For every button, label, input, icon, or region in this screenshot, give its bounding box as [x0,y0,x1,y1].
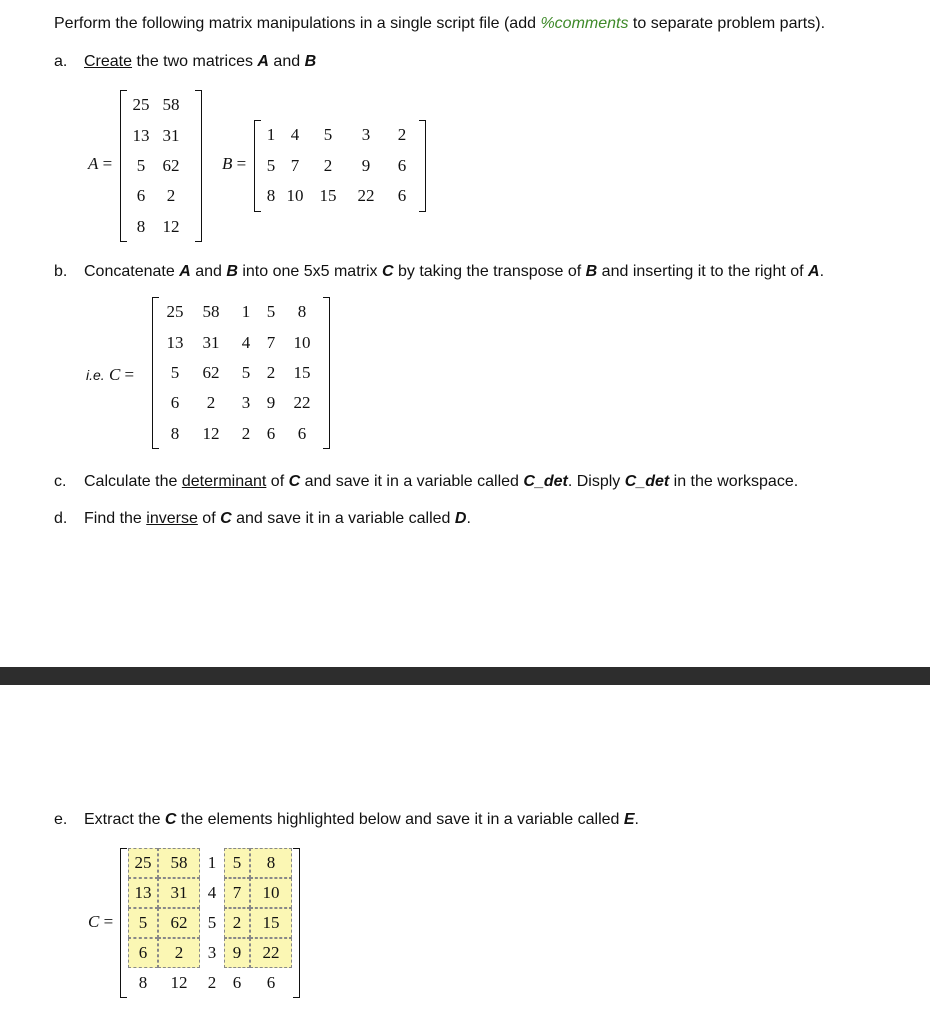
matrix-cell: 31 [162,125,180,145]
matrix-row [128,908,292,938]
matrix-row [128,848,292,878]
part-b-A: A [179,263,191,280]
matrix-cell: 2 [206,393,216,413]
comment-token: %comments [540,15,629,32]
part-a-A: A [257,53,269,70]
matrix-cell: 31 [158,878,200,908]
matrix-cell: 62 [162,155,180,175]
part-e-heading [54,811,639,829]
part-c-var2: C_det [624,473,670,490]
part-c-t4: . Disply [567,473,625,490]
matrix-cell: 25 [166,302,184,322]
matrix-C [152,297,330,449]
label-C-e-letter: C [88,912,100,931]
matrix-row [262,151,418,182]
matrix-cell: 62 [158,908,200,938]
matrix-cell: 10 [250,878,292,908]
label-B [222,154,246,174]
matrix-cell: 7 [290,155,300,175]
matrix-cell: 8 [250,848,292,878]
matrix-cell: 2 [207,973,217,992]
part-a-heading [54,53,316,71]
matrix-cell: 2 [166,186,176,206]
matrix-cell: 9 [266,393,276,413]
part-b-t2: and [190,263,227,280]
matrix-cell: 62 [202,362,220,382]
part-b-t6: . [819,263,825,280]
part-b-t4: by taking the transpose of [393,263,586,280]
ie-text: i.e. [86,367,105,383]
matrix-cell: 2 [266,362,276,382]
page-divider [0,667,930,685]
part-b-C: C [381,263,394,280]
matrix-cell: 1 [207,853,217,872]
matrix-cell: 7 [224,878,250,908]
part-b-t5: and inserting it to the right of [597,263,809,280]
matrix-cell: 12 [170,973,188,992]
part-e-var: E [623,811,635,828]
matrix-cell: 58 [202,302,220,322]
matrix-cell: 10 [286,186,304,206]
matrix-cell: 6 [136,186,146,206]
matrix-row [128,968,292,998]
part-b-A2: A [808,263,820,280]
matrix-cell: 6 [170,393,180,413]
matrix-cell: 3 [207,943,217,962]
matrix-row [128,938,292,968]
matrix-cell: 5 [266,155,276,175]
matrix-cell: 5 [128,908,158,938]
matrix-cell: 22 [293,393,311,413]
part-d-t3: and save it in a variable called [231,510,455,527]
matrix-row [160,388,322,418]
part-d-C: C [220,510,232,527]
matrix-row [128,878,292,908]
matrix-cell: 10 [293,332,311,352]
matA-grid [128,90,188,242]
matrix-cell: 22 [357,186,375,206]
part-c-marker: c. [54,473,67,490]
label-A-letter: A [88,154,99,173]
part-b-heading [54,263,824,281]
matrix-cell: 2 [224,908,250,938]
matrix-cell: 7 [266,332,276,352]
matrix-cell: 2 [158,938,200,968]
matrix-row [160,327,322,357]
part-b-marker: b. [54,263,68,280]
matrix-cell: 9 [224,938,250,968]
matrix-cell: 5 [136,155,146,175]
part-b-B2: B [585,263,598,280]
part-e-t2: the elements highlighted below and save it in a variable called [176,811,624,828]
matrix-cell: 4 [290,125,300,145]
part-e-C: C [164,811,177,828]
label-B-letter: B [222,154,233,173]
matrix-cell: 8 [266,186,276,206]
matrix-cell: 6 [397,155,407,175]
matrix-cell: 6 [397,186,407,206]
inverse-text: inverse [146,510,198,527]
matrix-row [262,181,418,212]
intro-text: Perform the following matrix manipulations in a single script file (add [54,15,541,32]
matrix-cell: 1 [266,125,276,145]
matrix-cell: 5 [241,362,251,382]
matrix-cell: 25 [132,95,150,115]
matrix-cell: 13 [166,332,184,352]
part-c-t5: in the workspace. [669,473,799,490]
matrix-cell: 31 [202,332,220,352]
label-C-letter: C [108,365,121,384]
part-e-marker: e. [54,811,68,828]
matrix-cell: 9 [361,155,371,175]
matrix-cell: 25 [128,848,158,878]
part-c-var: C_det [523,473,568,490]
part-a-text: the two matrices [132,53,258,70]
part-d-heading [54,510,471,528]
part-d-t2: of [197,510,221,527]
matE-grid [128,848,292,998]
matrix-cell: 6 [266,423,276,443]
part-b-t3: into one 5x5 matrix [237,263,382,280]
matrix-cell: 6 [232,973,242,992]
label-A [88,154,112,174]
matrix-cell: 1 [241,302,251,322]
matrix-cell: 58 [158,848,200,878]
matrix-cell: 58 [162,95,180,115]
matrix-cell: 8 [297,302,307,322]
matrix-cell: 8 [136,216,146,236]
matrix-cell: 22 [250,938,292,968]
part-c-C: C [288,473,301,490]
matrix-row [128,120,188,150]
matrix-cell: 2 [323,155,333,175]
determinant-text: determinant [181,473,267,490]
matrix-cell: 5 [266,302,276,322]
matrix-C-highlighted [120,848,300,998]
matrix-cell: 2 [241,423,251,443]
matrix-cell: 12 [202,423,220,443]
matrix-cell: 6 [297,423,307,443]
matrix-cell: 5 [323,125,333,145]
part-b-B: B [226,263,238,280]
matrix-row [128,181,188,211]
matrix-row [160,419,322,449]
label-C-e-equals: = [103,912,114,931]
matrix-cell: 15 [319,186,337,206]
matrix-cell: 5 [170,362,180,382]
intro-line [54,15,825,33]
matrix-cell: 6 [266,973,276,992]
matrix-cell: 4 [241,332,251,352]
matrix-row [128,90,188,120]
matrix-cell: 15 [250,908,292,938]
label-C-e [88,912,113,932]
matrix-B [254,120,426,212]
matrix-cell: 12 [162,216,180,236]
part-d-t4: . [466,510,471,527]
part-a-and: and [268,53,305,70]
part-c-heading [54,473,798,491]
part-a-B: B [304,53,317,70]
matrix-A [120,90,202,242]
matrix-cell: 15 [293,362,311,382]
matC-grid [160,297,322,449]
matrix-cell: 2 [397,125,407,145]
label-C-equals: = [124,365,135,384]
part-c-t2: of [266,473,289,490]
create-link-text: Create [84,53,133,70]
matrix-cell: 13 [128,878,158,908]
part-e-t1: Extract the [84,811,165,828]
matrix-cell: 6 [128,938,158,968]
matrix-cell: 3 [241,393,251,413]
matrix-cell: 5 [207,913,217,932]
matrix-cell: 4 [207,883,217,902]
part-d-marker: d. [54,510,68,527]
matrix-cell: 5 [224,848,250,878]
intro-text-end: to separate problem parts). [628,15,826,32]
part-d-var: D [454,510,467,527]
matrix-row [128,151,188,181]
matrix-cell: 13 [132,125,150,145]
label-A-equals: = [102,154,113,173]
matrix-cell: 8 [138,973,148,992]
matrix-cell: 3 [361,125,371,145]
matrix-cell: 8 [170,423,180,443]
part-b-t1: Concatenate [84,263,180,280]
matrix-row [160,297,322,327]
matrix-row [262,120,418,151]
part-c-t1: Calculate the [84,473,182,490]
part-c-t3: and save it in a variable called [300,473,524,490]
label-B-equals: = [236,154,247,173]
matB-grid [262,120,418,212]
matrix-row [128,212,188,242]
label-C-ie [86,365,134,385]
part-a-marker: a. [54,53,68,70]
part-d-t1: Find the [84,510,147,527]
part-e-t3: . [634,811,639,828]
matrix-row [160,358,322,388]
